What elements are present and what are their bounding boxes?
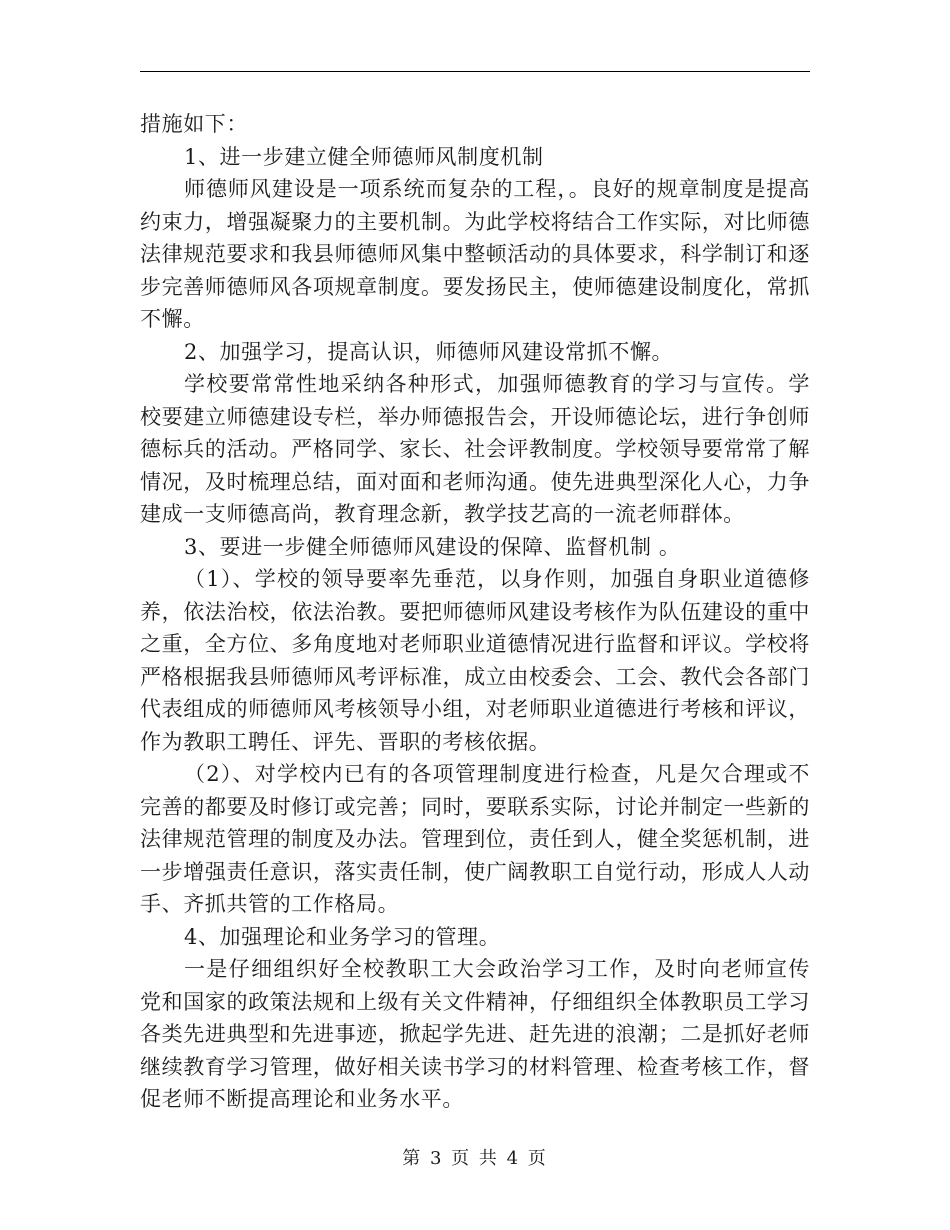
page-footer: 第 3 页 共 4 页 (402, 1148, 548, 1169)
paragraph: 学校要常常性地采纳各种形式，加强师德教育的学习与宣传。学校要建立师德建设专栏，举办师德报告会，开设师德论坛，进行争创师德标兵的活动。严格同学、家长、社会评教制度。学校领导要常常了解情况，及时梳理总结，面对面和老师沟通。使先进典型深化人心，力争建成一支师德高尚，教育理念新，教学技艺高的一流老师群体。 (140, 372, 810, 526)
document-body (140, 108, 810, 1116)
paragraph: 一是仔细组织好全校教职工大会政治学习工作，及时向老师宣传党和国家的政策法规和上级有关文件精神，仔细组织全体教职员工学习各类先进典型和先进事迹，掀起学先进、赶先进的浪潮；二是抓好老师继续教育学习管理，做好相关读书学习的材料管理、检查考核工作，督促老师不断提高理论和业务水平。 (140, 957, 810, 1111)
section-heading-2: 2、加强学习，提高认识，师德师风建设常抓不懈。 (184, 339, 674, 364)
section-heading-3: 3、要进一步健全师德师风建设的保障、监督机制 。 (184, 534, 681, 559)
paragraph: 师德师风建设是一项系统而复杂的工程，。良好的规章制度是提高约束力，增强凝聚力的主要机制。为此学校将结合工作实际，对比师德法律规范要求和我县师德师风集中整顿活动的具体要求，科学制订和逐步完善师德师风各项规章制度。要发扬民主，使师德建设制度化，常抓不懈。 (140, 177, 810, 331)
section-heading-1: 1、进一步建立健全师德师风制度机制 (184, 144, 544, 169)
paragraph: （1）、学校的领导要率先垂范，以身作则，加强自身职业道德修养，依法治校，依法治教。要把师德师风建设考核作为队伍建设的重中之重，全方位、多角度地对老师职业道德情况进行监督和评议。学校将严格根据我县师德师风考评标准，成立由校委会、工会、教代会各部门代表组成的师德师风考核领导小组，对老师职业道德进行考核和评议，作为教职工聘任、评先、晋职的考核依据。 (140, 567, 810, 754)
paragraph: （2）、对学校内已有的各项管理制度进行检查，凡是欠合理或不完善的都要及时修订或完善；同时，要联系实际，讨论并制定一些新的法律规范管理的制度及办法。管理到位，责任到人，健全奖惩机制，进一步增强责任意识，落实责任制，使广阔教职工自觉行动，形成人人动手、齐抓共管的工作格局。 (140, 762, 810, 916)
header-rule (140, 71, 810, 72)
section-heading-4: 4、加强理论和业务学习的管理。 (184, 924, 501, 949)
paragraph: 措施如下： (140, 112, 248, 136)
